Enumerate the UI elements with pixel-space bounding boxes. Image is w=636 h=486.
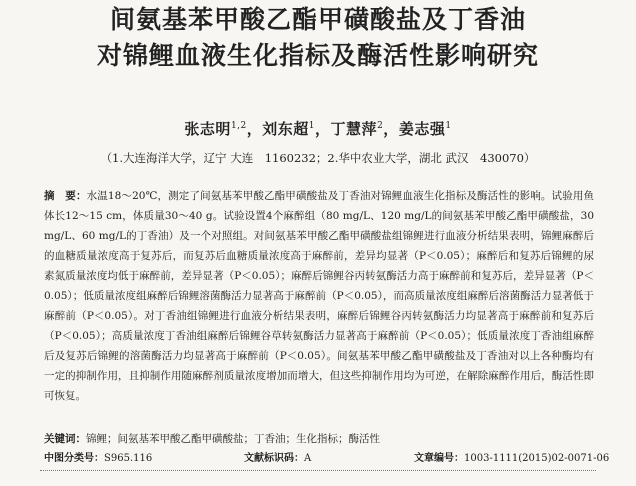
doc-code-label: 文献标识码：	[244, 453, 304, 464]
author-name: 张志明	[184, 120, 231, 138]
author-affil-mark: 1	[308, 121, 316, 131]
author-affil-mark: 2	[377, 121, 384, 131]
clc-label: 中图分类号：	[44, 453, 104, 464]
author-affil-mark: 1	[445, 121, 452, 131]
author-name: 刘东超	[262, 120, 309, 138]
article-number	[414, 449, 609, 464]
doc-code-value: A	[304, 453, 312, 464]
author-separator: ，	[246, 120, 263, 138]
paper-title-line-2: 对锦鲤血液生化指标及酶活性影响研究	[96, 41, 539, 70]
article-no-value: 1003-1111(2015)02-0071-06	[464, 453, 610, 464]
author-list	[0, 118, 636, 139]
author-name: 姜志强	[398, 120, 446, 138]
divider	[40, 470, 596, 471]
clc-value: S965.116	[104, 453, 153, 464]
keywords-label: 关键词：	[44, 433, 86, 445]
author-name: 丁慧萍	[330, 120, 378, 138]
abstract-text: 水温18～20℃，测定了间氨基苯甲酸乙酯甲磺酸盐及丁香油对锦鲤血液生化指标及酶活性的影响。试验用鱼体长12～15 cm，体质量30～40 g。试验设置4个麻醉组（80 mg/L、120 mg/L的间氨基苯甲酸乙酯甲磺酸盐，30 mg/L、60 mg/L的丁香油）及一个对照组。对间氨基苯甲酸乙酯甲磺酸盐组锦鲤进行血液分析结果表明，锦鲤麻醉后的血糖质量浓度高于复苏后，而复苏后血糖质量浓度高于麻醉前，差异均显著（P＜0.05）；麻醉后和复苏后锦鲤的尿素氮质量浓度均低于麻醉前，差异显著（P＜0.05）；麻醉后锦鲤谷丙转氨酶活力高于麻醉前和复苏后，差异显著（P＜0.05）；低质量浓度组麻醉后锦鲤溶菌酶活力显著高于麻醉前（P＜0.05），而高质量浓度组麻醉后溶菌酶活力显著低于麻醉前（P＜0.05）。对丁香油组锦鲤进行血液分析结果表明，麻醉后锦鲤谷丙转氨酶活力均显著高于麻醉前和复苏后（P＜0.05）；高质量浓度丁香油组麻醉后锦鲤谷草转氨酶活力显著高于麻醉前（P＜0.05）；低质量浓度丁香油组麻醉后及复苏后锦鲤的溶菌酶活力均显著高于麻醉前（P＜0.05）。间氨基苯甲酸乙酯甲磺酸盐及丁香油对以上各种酶均有一定的抑制作用，且抑制作用随麻醉剂质量浓度增加而增大，但这些抑制作用均为可逆，在解除麻醉作用后，酶活性即可恢复。	[44, 190, 595, 402]
article-no-label: 文章编号：	[414, 453, 464, 464]
clc-number	[44, 449, 152, 464]
keywords	[44, 431, 604, 446]
abstract-label: 摘 要：	[44, 190, 87, 202]
keywords-text: 锦鲤；间氨基苯甲酸乙酯甲磺酸盐；丁香油；生化指标；酶活性	[86, 433, 380, 445]
author-separator: ，	[383, 120, 399, 138]
abstract	[44, 186, 594, 406]
affiliation: （1.大连海洋大学，辽宁 大连 1160232；2.华中农业大学，湖北 武汉 430070）	[100, 151, 536, 165]
document-code	[244, 449, 311, 464]
author-separator: ，	[315, 120, 331, 138]
paper-title-line-1: 间氨基苯甲酸乙酯甲磺酸盐及丁香油	[109, 5, 526, 34]
classification-line	[44, 449, 614, 465]
author-affil-mark: 1,2	[230, 121, 247, 131]
